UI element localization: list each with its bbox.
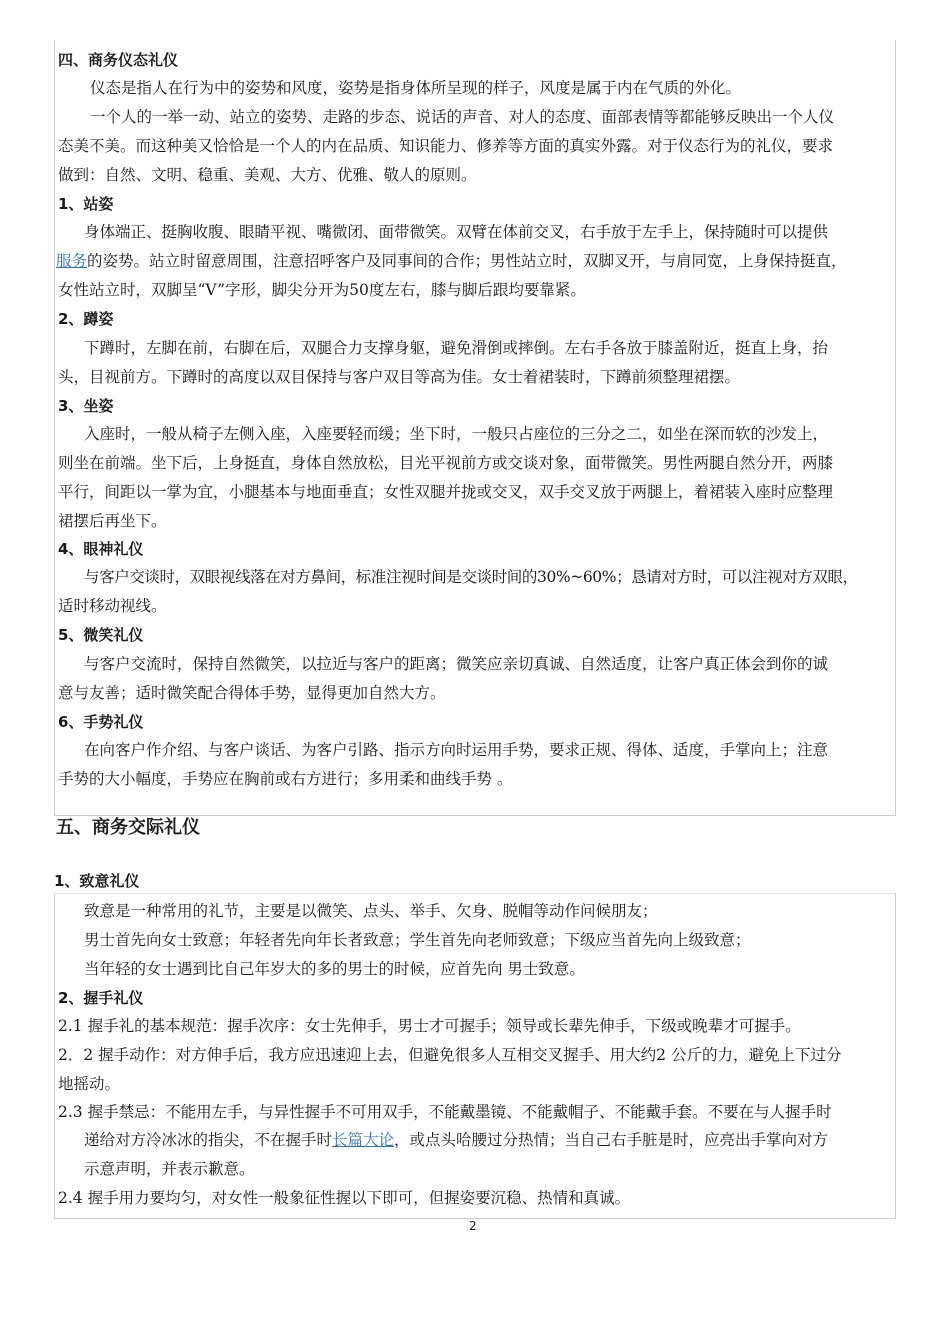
section-4-title: 四、商务仪态礼仪 xyxy=(58,51,179,69)
paragraph xyxy=(84,1130,828,1150)
paragraph: 做到：自然、文明、稳重、美观、大方、优雅、敬人的原则。 xyxy=(58,166,477,184)
service-link[interactable]: 服务 xyxy=(56,252,88,270)
paragraph: 态美不美。而这种美又恰恰是一个人的内在品质、知识能力、修养等方面的真实外露。对于仪态行为的礼仪，要求 xyxy=(58,137,834,155)
paragraph: 2.1 握手礼的基本规范：握手次序：女士先伸手，男士才可握手；领导或长辈先伸手，下级或晚辈才可握手。 xyxy=(58,1017,801,1035)
paragraph: 裙摆后再坐下。 xyxy=(58,512,167,530)
paragraph-text: 递给对方冷冰冰的指尖，不在握手时 xyxy=(84,1131,333,1149)
paragraph: 平行，间距以一掌为宜，小腿基本与地面垂直；女性双腿并拢或交叉，双手交叉放于两腿上，着裙装入座时应整理 xyxy=(58,483,834,501)
page-number: 2 xyxy=(469,1219,477,1233)
heading-eye-contact: 4、眼神礼仪 xyxy=(58,540,144,558)
paragraph: 致意是一种常用的礼节，主要是以微笑、点头、举手、欠身、脱帽等动作问候朋友； xyxy=(84,902,658,920)
paragraph: 示意声明，并表示歉意。 xyxy=(84,1160,255,1178)
paragraph: 当年轻的女士遇到比自己年岁大的多的男士的时候，应首先向 男士致意。 xyxy=(84,960,585,978)
paragraph: 女性站立时，双脚呈“V”字形，脚尖分开为50度左右，膝与脚后跟均要靠紧。 xyxy=(58,281,586,299)
paragraph: 与客户交流时，保持自然微笑，以拉近与客户的距离；微笑应亲切真诚、自然适度，让客户真正体会到你的诚 xyxy=(84,655,829,673)
paragraph: 一个人的一举一动、站立的姿势、走路的步态、说话的声音、对人的态度、面部表情等都能够反映出一个人仪 xyxy=(90,108,835,126)
paragraph: 手势的大小幅度，手势应在胸前或右方进行；多用柔和曲线手势 。 xyxy=(58,770,513,788)
heading-handshake: 2、握手礼仪 xyxy=(58,989,144,1007)
heading-gesture: 6、手势礼仪 xyxy=(58,713,144,731)
paragraph-text: ，或点头哈腰过分热情；当自己右手脏是时，应亮出手掌向对方 xyxy=(394,1131,829,1149)
paragraph: 身体端正、挺胸收腹、眼睛平视、嘴微闭、面带微笑。双臂在体前交叉，右手放于左手上，保持随时可以提供 xyxy=(84,223,829,241)
paragraph: 男士首先向女士致意；年轻者先向年长者致意；学生首先向老师致意；下级应当首先向上级致意； xyxy=(84,931,751,949)
paragraph: 意与友善；适时微笑配合得体手势，显得更加自然大方。 xyxy=(58,684,446,702)
paragraph: 与客户交谈时，双眼视线落在对方鼻间，标准注视时间是交谈时间的30%~60%；恳请对方时，可以注视对方双眼， xyxy=(84,568,858,586)
paragraph: 则坐在前端。坐下后，上身挺直，身体自然放松，目光平视前方或交谈对象，面带微笑。男性两腿自然分开，两膝 xyxy=(58,454,834,472)
long-speech-link[interactable]: 长篇大论 xyxy=(332,1131,395,1149)
paragraph: 适时移动视线。 xyxy=(58,597,167,615)
heading-sitting: 3、坐姿 xyxy=(58,397,114,415)
paragraph: 2.3 握手禁忌：不能用左手，与异性握手不可用双手，不能戴墨镜、不能戴帽子、不能戴手套。不要在与人握手时 xyxy=(58,1103,832,1121)
paragraph: 下蹲时，左脚在前，右脚在后，双腿合力支撑身躯，避免滑倒或摔倒。左右手各放于膝盖附近，挺直上身，抬 xyxy=(84,339,829,357)
heading-squatting: 2、蹲姿 xyxy=(58,310,114,328)
paragraph: 地摇动。 xyxy=(58,1075,121,1093)
paragraph: 2.4 握手用力要均匀，对女性一般象征性握以下即可，但握姿要沉稳、热情和真诚。 xyxy=(58,1189,631,1207)
paragraph: 仪态是指人在行为中的姿势和风度，姿势是指身体所呈现的样子，风度是属于内在气质的外化。 xyxy=(90,79,742,97)
paragraph: 头，目视前方。下蹲时的高度以双目保持与客户双目等高为佳。女士着裙装时，下蹲前须整理裙摆。 xyxy=(58,368,741,386)
paragraph-text: 的姿势。站立时留意周围，注意招呼客户及同事间的合作；男性站立时，双脚叉开，与肩同宽，上身保持挺直， xyxy=(87,252,847,270)
paragraph xyxy=(56,251,847,271)
paragraph: 2．2 握手动作：对方伸手后，我方应迅速迎上去，但避免很多人互相交叉握手、用大约2 公斤的力，避免上下过分 xyxy=(58,1046,842,1064)
paragraph: 入座时，一般从椅子左侧入座，入座要轻而缓；坐下时，一般只占座位的三分之二，如坐在深而软的沙发上， xyxy=(84,425,829,443)
heading-smile: 5、微笑礼仪 xyxy=(58,626,144,644)
paragraph: 在向客户作介绍、与客户谈话、为客户引路、指示方向时运用手势，要求正规、得体、适度，手掌向上；注意 xyxy=(84,741,829,759)
heading-standing: 1、站姿 xyxy=(58,195,114,213)
section-5-title: 五、商务交际礼仪 xyxy=(56,817,200,838)
heading-greeting: 1、致意礼仪 xyxy=(54,872,140,890)
